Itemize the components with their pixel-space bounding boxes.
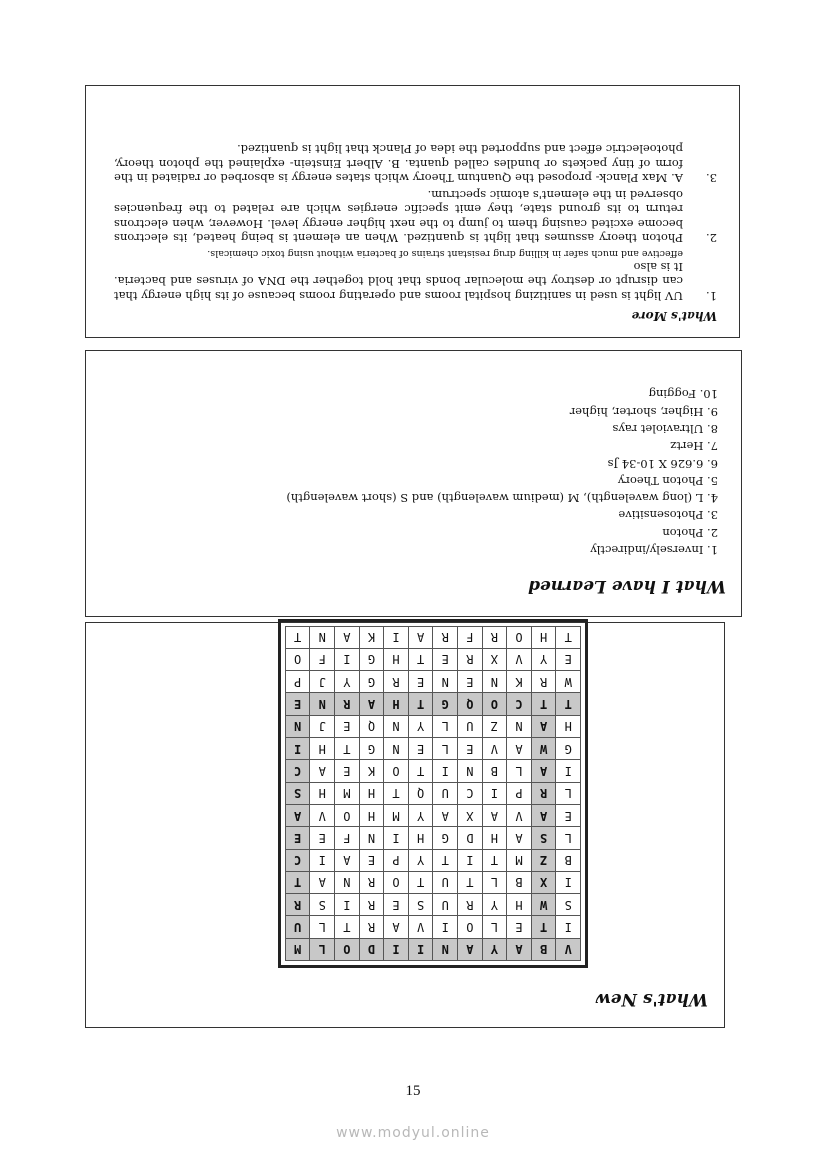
- grid-cell: R: [335, 693, 360, 715]
- what-i-have-learned-box: [85, 350, 742, 617]
- grid-cell: A: [310, 760, 335, 782]
- grid-cell: S: [285, 782, 310, 804]
- grid-cell: M: [335, 782, 360, 804]
- learned-title: What I have Learned: [528, 576, 726, 596]
- grid-cell: L: [507, 760, 532, 782]
- grid-cell: H: [384, 648, 409, 670]
- grid-cell: H: [384, 693, 409, 715]
- grid-row: [285, 871, 580, 893]
- grid-cell: H: [310, 738, 335, 760]
- grid-cell: X: [531, 871, 556, 893]
- grid-cell: N: [359, 827, 384, 849]
- grid-cell: J: [310, 671, 335, 693]
- grid-cell: A: [458, 938, 483, 960]
- whats-more-list: [114, 142, 717, 303]
- grid-cell: A: [384, 916, 409, 938]
- grid-cell: I: [310, 849, 335, 871]
- grid-cell: L: [482, 871, 507, 893]
- grid-cell: A: [335, 849, 360, 871]
- grid-row: [285, 626, 580, 648]
- grid-cell: L: [310, 938, 335, 960]
- grid-cell: M: [285, 938, 310, 960]
- grid-cell: C: [507, 693, 532, 715]
- grid-cell: T: [458, 871, 483, 893]
- grid-cell: T: [482, 849, 507, 871]
- grid-cell: E: [335, 715, 360, 737]
- grid-cell: A: [359, 693, 384, 715]
- grid-cell: R: [458, 894, 483, 916]
- grid-cell: T: [408, 760, 433, 782]
- grid-cell: R: [531, 782, 556, 804]
- page-number: 15: [405, 1083, 421, 1099]
- grid-cell: I: [556, 760, 581, 782]
- grid-cell: E: [458, 671, 483, 693]
- grid-cell: T: [384, 782, 409, 804]
- grid-cell: Q: [458, 693, 483, 715]
- grid-cell: R: [285, 894, 310, 916]
- grid-cell: P: [285, 671, 310, 693]
- grid-cell: G: [359, 648, 384, 670]
- grid-cell: E: [556, 648, 581, 670]
- grid-cell: T: [408, 871, 433, 893]
- grid-cell: S: [556, 894, 581, 916]
- list-item: 1. UV light is used in sanitizing hospital rooms and operating rooms because of its high energy that can disrupt or destroy the molecular bonds that hold together the DNA of viruses and bacteria. It is also effective and much safer in killing drug resistant strains of bacteria without using toxic chemicals.: [114, 248, 717, 303]
- grid-cell: B: [556, 849, 581, 871]
- grid-cell: T: [531, 693, 556, 715]
- grid-cell: T: [335, 916, 360, 938]
- grid-cell: Y: [408, 849, 433, 871]
- grid-cell: H: [556, 715, 581, 737]
- grid-row: [285, 648, 580, 670]
- grid-cell: H: [507, 894, 532, 916]
- grid-cell: U: [433, 782, 458, 804]
- grid-cell: U: [433, 871, 458, 893]
- grid-cell: N: [384, 738, 409, 760]
- grid-cell: N: [507, 715, 532, 737]
- grid-cell: G: [359, 738, 384, 760]
- grid-cell: X: [458, 804, 483, 826]
- grid-cell: H: [359, 782, 384, 804]
- grid-cell: L: [433, 738, 458, 760]
- list-item: 3. Photosensitive: [618, 508, 718, 523]
- grid-cell: T: [408, 648, 433, 670]
- grid-cell: A: [408, 626, 433, 648]
- grid-cell: E: [285, 827, 310, 849]
- grid-cell: A: [310, 871, 335, 893]
- grid-cell: O: [384, 760, 409, 782]
- list-item: 4. L (long wavelength), M (medium wavelength) and S (short wavelength): [286, 491, 718, 506]
- grid-cell: Y: [482, 894, 507, 916]
- grid-cell: E: [433, 648, 458, 670]
- grid-cell: X: [482, 648, 507, 670]
- grid-cell: I: [285, 738, 310, 760]
- grid-cell: E: [408, 738, 433, 760]
- grid-cell: N: [310, 693, 335, 715]
- grid-cell: R: [433, 626, 458, 648]
- grid-cell: O: [384, 871, 409, 893]
- grid-cell: A: [335, 626, 360, 648]
- grid-cell: U: [433, 894, 458, 916]
- grid-row: [285, 671, 580, 693]
- grid-cell: B: [531, 938, 556, 960]
- grid-cell: Z: [531, 849, 556, 871]
- list-item: 10. Fogging: [648, 387, 718, 402]
- list-item: 3. A. Max Planck- proposed the Quantum Theory which states energy is absorbed or radiated in the form of tiny packets or bundles called quanta. B. Albert Einstein- explained the photon theory, photoelectric effect and supported the idea of Planck that light is quantized.: [114, 142, 717, 186]
- grid-cell: M: [507, 849, 532, 871]
- grid-cell: L: [556, 782, 581, 804]
- grid-cell: T: [285, 871, 310, 893]
- watermark: www.modyul.online: [336, 1125, 490, 1141]
- grid-row: [285, 894, 580, 916]
- grid-cell: E: [507, 916, 532, 938]
- grid-cell: G: [359, 671, 384, 693]
- grid-cell: B: [507, 871, 532, 893]
- grid-row: [285, 782, 580, 804]
- learned-list: [86, 385, 726, 558]
- grid-cell: V: [310, 804, 335, 826]
- list-item: 6. 6.626 X 10-34 Js: [607, 456, 718, 471]
- grid-cell: B: [482, 760, 507, 782]
- grid-cell: V: [507, 804, 532, 826]
- grid-row: [285, 760, 580, 782]
- grid-cell: S: [408, 894, 433, 916]
- whats-more-box: [85, 85, 740, 338]
- grid-cell: U: [285, 916, 310, 938]
- word-search-grid: [278, 619, 588, 968]
- grid-cell: N: [285, 715, 310, 737]
- grid-cell: E: [384, 894, 409, 916]
- grid-cell: N: [433, 671, 458, 693]
- grid-row: [285, 693, 580, 715]
- grid-cell: N: [433, 938, 458, 960]
- grid-cell: Y: [408, 715, 433, 737]
- grid-cell: A: [507, 827, 532, 849]
- grid-cell: T: [531, 916, 556, 938]
- grid-cell: I: [556, 871, 581, 893]
- grid-cell: T: [556, 626, 581, 648]
- word-search-table: [285, 626, 581, 961]
- grid-cell: C: [458, 782, 483, 804]
- grid-cell: S: [310, 894, 335, 916]
- grid-cell: I: [408, 938, 433, 960]
- grid-cell: I: [433, 760, 458, 782]
- grid-cell: M: [384, 804, 409, 826]
- grid-cell: T: [285, 626, 310, 648]
- grid-cell: V: [507, 648, 532, 670]
- grid-cell: H: [531, 626, 556, 648]
- grid-cell: I: [482, 782, 507, 804]
- grid-cell: I: [335, 894, 360, 916]
- grid-cell: Y: [531, 648, 556, 670]
- grid-row: [285, 849, 580, 871]
- whats-new-box: [85, 622, 725, 1028]
- grid-cell: E: [310, 827, 335, 849]
- grid-cell: O: [507, 626, 532, 648]
- grid-cell: T: [556, 693, 581, 715]
- whats-new-title: What's New: [595, 989, 708, 1009]
- grid-cell: K: [359, 626, 384, 648]
- grid-cell: L: [433, 715, 458, 737]
- grid-cell: V: [408, 916, 433, 938]
- grid-row: [285, 804, 580, 826]
- grid-cell: F: [310, 648, 335, 670]
- grid-cell: O: [482, 693, 507, 715]
- grid-cell: D: [458, 827, 483, 849]
- grid-cell: V: [482, 738, 507, 760]
- grid-cell: E: [458, 738, 483, 760]
- grid-cell: H: [482, 827, 507, 849]
- grid-cell: S: [531, 827, 556, 849]
- list-item: 9. Higher, shorter, higher: [569, 404, 718, 419]
- grid-cell: W: [531, 894, 556, 916]
- grid-cell: J: [310, 715, 335, 737]
- grid-cell: Q: [359, 715, 384, 737]
- grid-cell: L: [310, 916, 335, 938]
- grid-cell: W: [531, 738, 556, 760]
- grid-row: [285, 916, 580, 938]
- grid-row: [285, 827, 580, 849]
- grid-cell: O: [335, 804, 360, 826]
- grid-cell: E: [335, 760, 360, 782]
- grid-cell: P: [507, 782, 532, 804]
- grid-cell: I: [335, 648, 360, 670]
- grid-cell: N: [310, 626, 335, 648]
- grid-cell: N: [384, 715, 409, 737]
- grid-cell: R: [531, 671, 556, 693]
- grid-cell: Z: [482, 715, 507, 737]
- grid-cell: P: [384, 849, 409, 871]
- grid-cell: G: [433, 693, 458, 715]
- grid-cell: N: [458, 760, 483, 782]
- grid-cell: A: [507, 938, 532, 960]
- grid-cell: K: [507, 671, 532, 693]
- grid-cell: L: [482, 916, 507, 938]
- grid-cell: R: [482, 626, 507, 648]
- list-item: 2. Photon theory assumes that light is quantized. When an element is being heated, its electrons become excited causing them to jump to the next higher energy level. However, when electrons return to its ground state, they emit specific energies which are related to the frequencies observed in the element's atomic spectrum.: [114, 188, 717, 246]
- grid-cell: I: [384, 626, 409, 648]
- grid-cell: Y: [408, 804, 433, 826]
- grid-cell: T: [408, 693, 433, 715]
- grid-cell: I: [433, 916, 458, 938]
- grid-cell: H: [359, 804, 384, 826]
- list-item: 7. Hertz: [670, 439, 718, 454]
- list-item: 8. Ultraviolet rays: [612, 421, 718, 436]
- grid-cell: W: [556, 671, 581, 693]
- list-item: 5. Photon Theory: [617, 473, 718, 488]
- grid-row: [285, 938, 580, 960]
- grid-cell: C: [285, 760, 310, 782]
- grid-cell: U: [458, 715, 483, 737]
- grid-cell: N: [335, 871, 360, 893]
- grid-cell: G: [556, 738, 581, 760]
- grid-cell: A: [482, 804, 507, 826]
- grid-cell: A: [285, 804, 310, 826]
- grid-cell: A: [531, 804, 556, 826]
- grid-cell: G: [433, 827, 458, 849]
- grid-cell: O: [458, 916, 483, 938]
- grid-cell: I: [458, 849, 483, 871]
- grid-cell: Y: [335, 671, 360, 693]
- grid-cell: O: [335, 938, 360, 960]
- grid-cell: I: [384, 938, 409, 960]
- grid-cell: E: [556, 804, 581, 826]
- grid-cell: H: [310, 782, 335, 804]
- grid-cell: A: [507, 738, 532, 760]
- grid-cell: Q: [408, 782, 433, 804]
- grid-cell: T: [335, 738, 360, 760]
- grid-cell: I: [384, 827, 409, 849]
- grid-row: [285, 715, 580, 737]
- grid-cell: H: [408, 827, 433, 849]
- grid-cell: D: [359, 938, 384, 960]
- grid-cell: E: [359, 849, 384, 871]
- grid-cell: I: [556, 916, 581, 938]
- grid-cell: C: [285, 849, 310, 871]
- grid-cell: R: [359, 894, 384, 916]
- grid-cell: Y: [482, 938, 507, 960]
- grid-cell: A: [433, 804, 458, 826]
- grid-cell: F: [335, 827, 360, 849]
- grid-cell: E: [408, 671, 433, 693]
- grid-cell: O: [285, 648, 310, 670]
- grid-cell: R: [384, 671, 409, 693]
- grid-cell: A: [531, 760, 556, 782]
- grid-cell: T: [433, 849, 458, 871]
- grid-cell: K: [359, 760, 384, 782]
- grid-cell: E: [285, 693, 310, 715]
- grid-cell: N: [482, 671, 507, 693]
- grid-row: [285, 738, 580, 760]
- whats-more-title: What's More: [631, 309, 717, 323]
- grid-cell: V: [556, 938, 581, 960]
- grid-cell: L: [556, 827, 581, 849]
- list-item: 1. Inversely/indirectly: [590, 543, 718, 557]
- grid-cell: R: [359, 916, 384, 938]
- grid-cell: F: [458, 626, 483, 648]
- grid-cell: A: [531, 715, 556, 737]
- grid-cell: R: [359, 871, 384, 893]
- list-item: 2. Photon: [662, 525, 718, 540]
- grid-cell: R: [458, 648, 483, 670]
